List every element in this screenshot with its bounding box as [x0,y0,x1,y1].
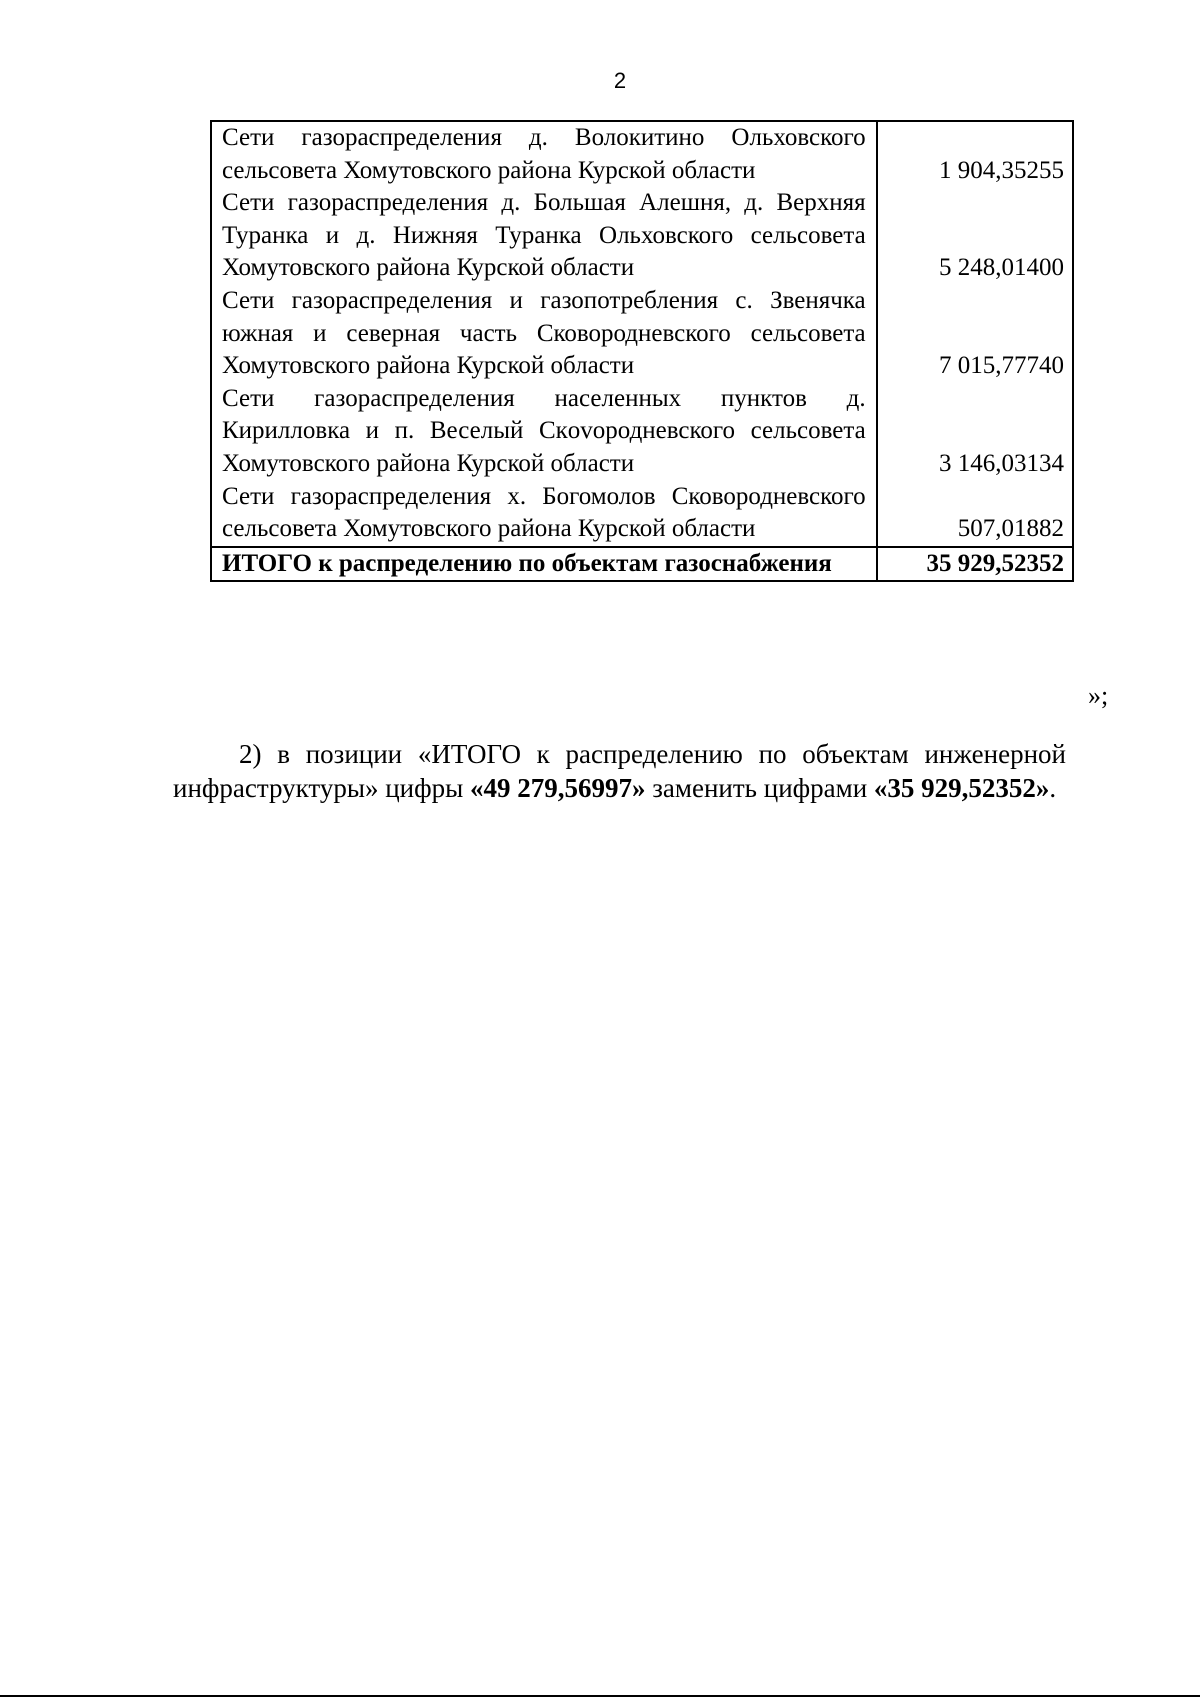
amendment-text-start: 2) в позиции «ИТОГО к распределению по объектам инженерной инфраструктуры» цифры [173,739,1066,803]
table-row [211,121,1073,187]
amendment-text-middle: заменить цифрами [645,773,874,803]
total-row [211,547,1073,582]
table-row [211,383,1073,481]
amendment-text-end: . [1049,773,1057,803]
total-amount-cell: 35 929,52352 [877,547,1073,582]
table-row [211,481,1073,547]
page-number: 2 [613,68,627,93]
total-label-cell: ИТОГО к распределению по объектам газоснабжения [211,547,877,582]
closing-quote-mark: »; [1088,681,1109,710]
allocation-table [210,120,1074,582]
object-name-cell: Сети газораспределения х. Богомолов Сковородневского сельсовета Хомутовского района Курской области [211,481,877,547]
object-name-cell: Сети газораспределения д. Волокитино Ольховского сельсовета Хомутовского района Курской области [211,121,877,187]
amount-cell: 3 146,03134 [877,383,1073,481]
old-value: «49 279,56997» [470,773,646,803]
amount-cell: 7 015,77740 [877,285,1073,383]
amount-cell: 1 904,35255 [877,121,1073,187]
table-row [211,285,1073,383]
object-name-cell: Сети газораспределения и газопотребления с. Звенячка южная и северная часть Сковородневского сельсовета Хомутовского района Курской области [211,285,877,383]
amendment-paragraph [173,737,1066,805]
bottom-border-line [0,1695,1200,1697]
object-name-cell: Сети газораспределения д. Большая Алешня, д. Верхняя Туранка и д. Нижняя Туранка Ольховского сельсовета Хомутовского района Курской области [211,187,877,285]
amount-cell: 507,01882 [877,481,1073,547]
amount-cell: 5 248,01400 [877,187,1073,285]
object-name-cell: Сети газораспределения населенных пунктов д. Кирилловка и п. Веселый Скovородневского сельсовета Хомутовского района Курской области [211,383,877,481]
new-value: «35 929,52352» [873,773,1050,803]
table-row [211,187,1073,285]
